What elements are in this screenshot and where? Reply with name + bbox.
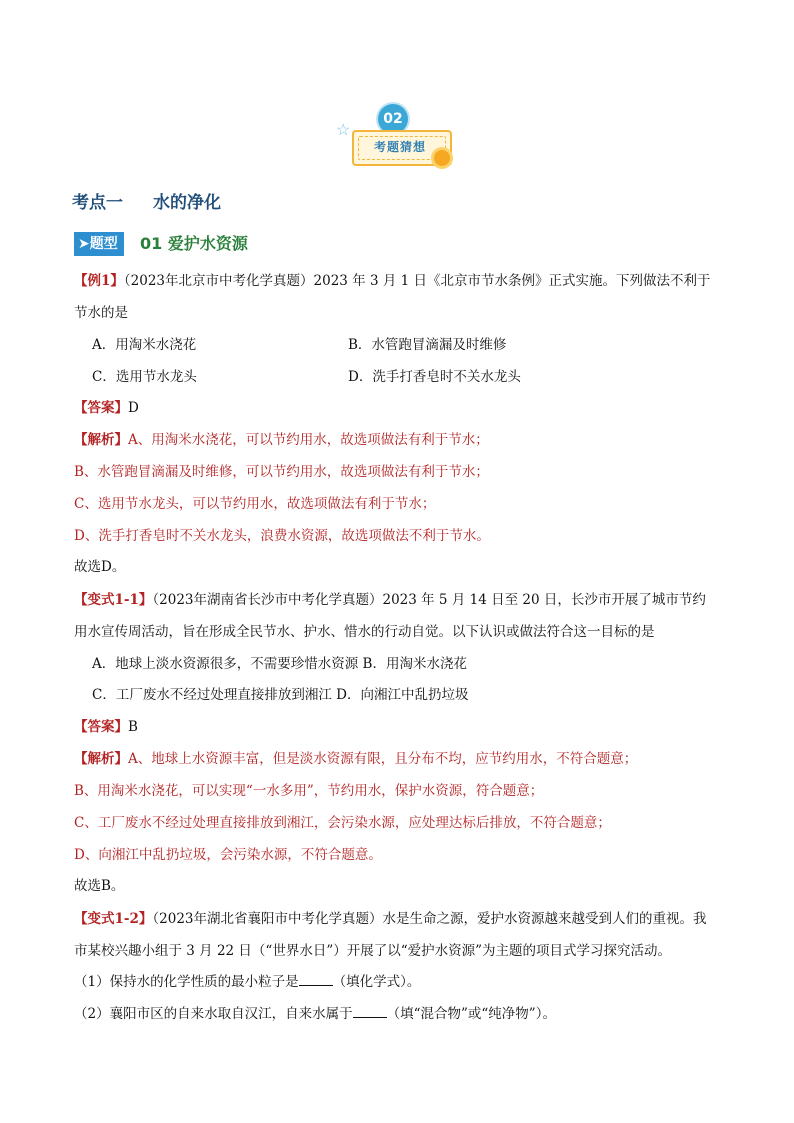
topic-tag: ➤题型 (74, 232, 124, 256)
ex1-option-c: C．选用节水龙头 (92, 369, 197, 385)
ex1-conclusion: 故选D。 (74, 559, 126, 575)
var11-analysis-a: 【解析】A、地球上水资源丰富，但是淡水资源有限，且分布不均，应节约用水，不符合题意； (74, 751, 638, 767)
answer-blank (353, 1005, 387, 1018)
ex1-option-b: B．水管跑冒滴漏及时维修 (348, 337, 507, 353)
ex1-stem-line1: 【例1】（2023年北京市中考化学真题）2023 年 3 月 1 日《北京市节水条例》正式实施。下列做法不利于 (74, 273, 711, 289)
ex1-analysis-b: B、水管跑冒滴漏及时维修，可以节约用水，故选项做法有利于节水； (74, 464, 489, 480)
badge-label: 考题猜想 (373, 140, 426, 154)
var12-stem-line1: 【变式1-2】（2023年湖北省襄阳市中考化学真题）水是生命之源，爱护水资源越来越受到人们的重视。我 (74, 911, 707, 927)
var11-analysis-c: C、工厂废水不经过处理直接排放到湘江，会污染水源，应处理达标后排放，不符合题意； (74, 815, 611, 831)
topic-title (140, 232, 248, 256)
var12-question2: （2）襄阳市区的自来水取自汉江，自来水属于 （填“混合物”或“纯净物”）。 (74, 1006, 556, 1022)
ex1-answer: 【答案】D (74, 400, 139, 416)
ex1-analysis-a: 【解析】A、用淘米水浇花，可以节约用水，故选项做法有利于节水； (74, 432, 489, 448)
var11-stem-line1: 【变式1-1】（2023年湖南省长沙市中考化学真题）2023 年 5 月 14 日至 20 日，长沙市开展了城市节约 (74, 592, 706, 608)
badge-number: 02 (378, 104, 408, 134)
section-part1: 考点一 (72, 193, 123, 213)
sun-icon (434, 150, 450, 166)
var12-stem-line2: 市某校兴趣小组于 3 月 22 日（“世界水日”）开展了以“爱护水资源”为主题的项目式学习探究活动。 (74, 943, 672, 959)
ex1-analysis-d: D、洗手打香皂时不关水龙头，浪费水资源，故选项做法不利于节水。 (74, 528, 490, 544)
section-title (72, 188, 221, 213)
ex1-option-a: A．用淘米水浇花 (92, 337, 197, 353)
ex1-analysis-c: C、选用节水龙头，可以节约用水，故选项做法有利于节水； (74, 496, 436, 512)
var11-options-line1: A．地球上淡水资源很多，不需要珍惜水资源 B．用淘米水浇花 (92, 656, 467, 672)
ex1-tag: 【例1】 (74, 273, 124, 289)
var11-analysis-d: D、向湘江中乱扔垃圾，会污染水源，不符合题意。 (74, 847, 382, 863)
var11-analysis-b: B、用淘米水浇花，可以实现“一水多用”，节约用水，保护水资源，符合题意； (74, 783, 544, 799)
var11-tag: 【变式1-1】 (74, 592, 153, 608)
var11-options-line2: C．工厂废水不经过处理直接排放到湘江 D．向湘江中乱扔垃圾 (92, 687, 469, 703)
var11-answer: 【答案】B (74, 719, 138, 735)
ex1-option-d: D．洗手打香皂时不关水龙头 (348, 369, 521, 385)
section-part2: 水的净化 (153, 193, 221, 213)
topic-name: 爱护水资源 (167, 234, 248, 253)
var11-stem-line2: 用水宣传周活动，旨在形成全民节水、护水、惜水的行动自觉。以下认识或做法符合这一目标的是 (74, 624, 655, 640)
var11-conclusion: 故选B。 (74, 878, 125, 894)
var12-question1: （1）保持水的化学性质的最小粒子是 （填化学式）。 (74, 974, 421, 990)
topic-number: 01 (140, 234, 163, 253)
answer-blank (299, 973, 333, 986)
section-badge (336, 100, 458, 172)
ex1-stem-line2: 节水的是 (74, 305, 128, 321)
var12-tag: 【变式1-2】 (74, 911, 153, 927)
star-icon: ☆ (336, 120, 351, 139)
